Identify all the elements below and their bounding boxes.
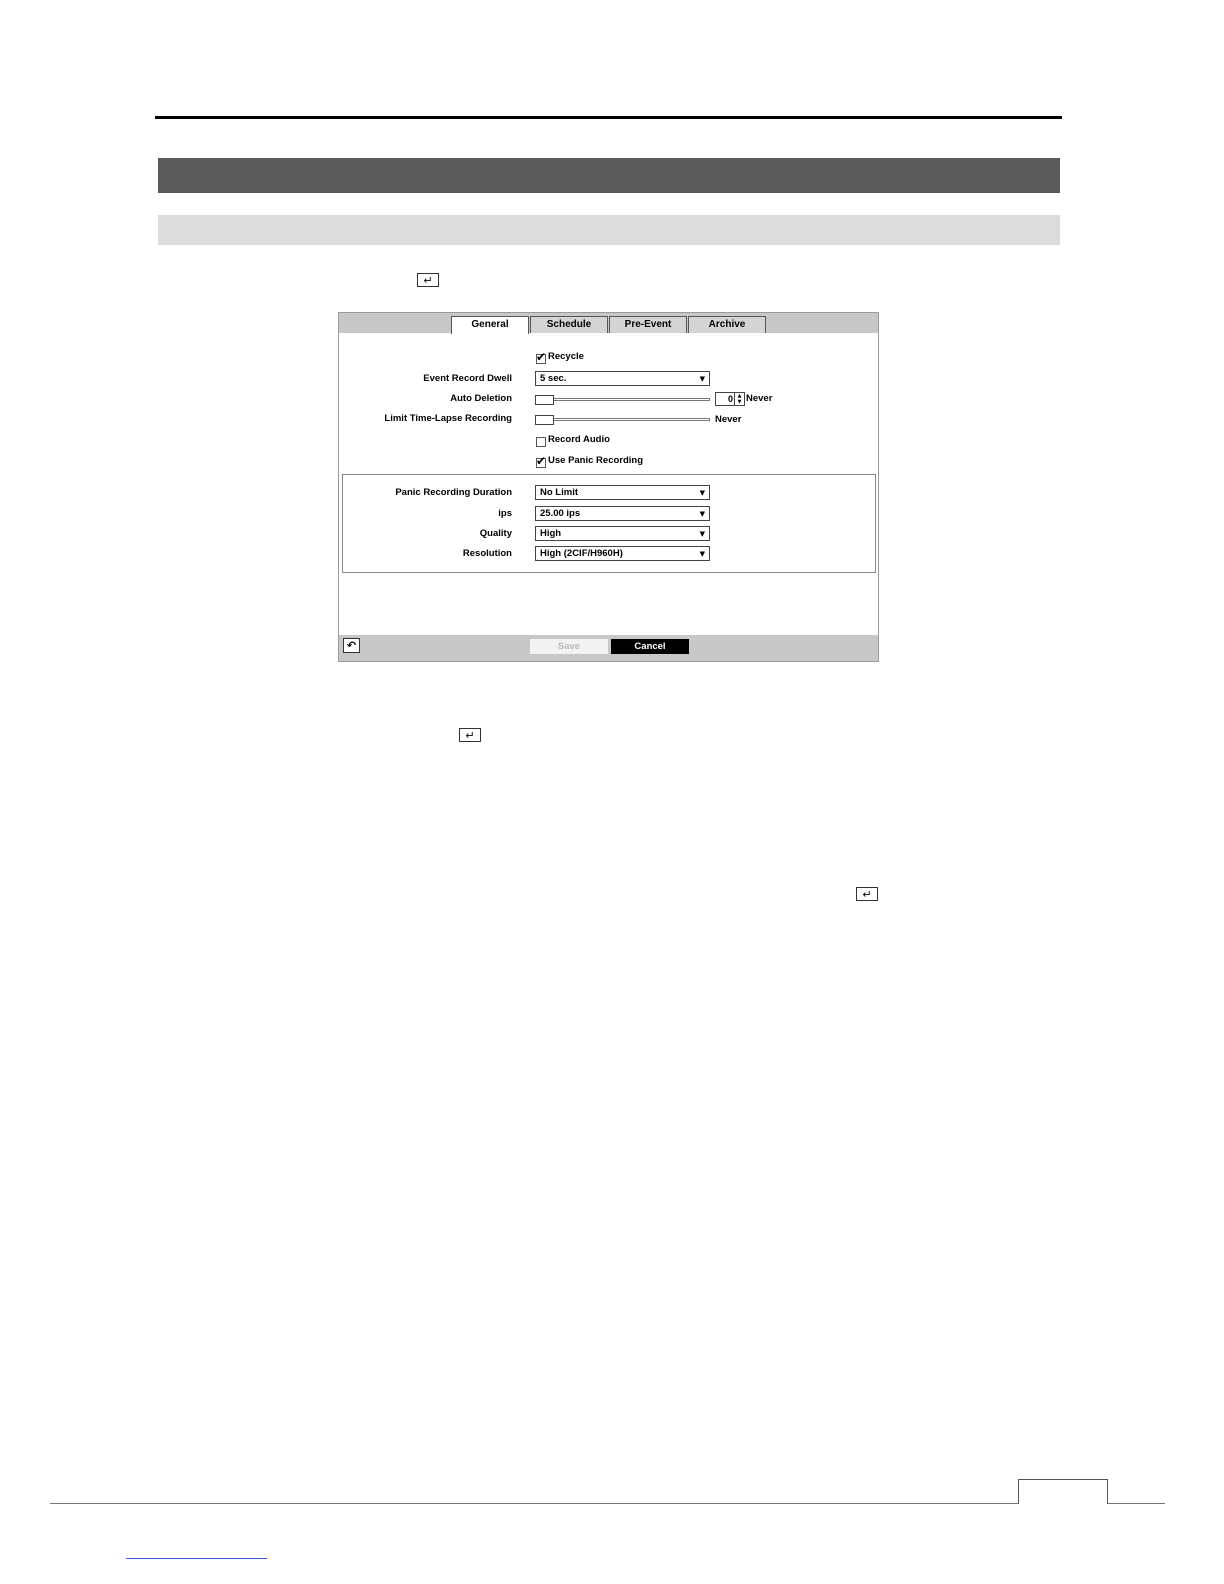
auto-deletion-slider-track[interactable] <box>535 398 710 401</box>
tab-archive[interactable]: Archive <box>688 316 766 333</box>
use-panic-recording-label: Use Panic Recording <box>548 455 644 466</box>
tab-general[interactable]: General <box>451 316 529 334</box>
ips-label: ips <box>498 508 512 519</box>
auto-deletion-stepper[interactable]: 0 ▲ ▼ <box>715 392 745 406</box>
limit-time-lapse-slider-handle[interactable] <box>535 415 554 425</box>
recycle-checkbox[interactable] <box>536 350 547 364</box>
back-arrow-icon[interactable]: ↶ <box>343 638 360 653</box>
chevron-down-icon: ▼ <box>699 530 705 538</box>
limit-time-lapse-label: Limit Time-Lapse Recording <box>384 413 512 424</box>
link-underline <box>126 1558 267 1559</box>
cancel-button[interactable]: Cancel <box>611 639 689 654</box>
enter-key-icon: ↵ <box>459 728 481 742</box>
tab-pre-event[interactable]: Pre-Event <box>609 316 687 333</box>
footer-rule-right <box>1108 1503 1165 1504</box>
tab-bar <box>339 313 878 333</box>
resolution-dropdown[interactable]: High (2CIF/H960H) ▼ <box>535 546 710 561</box>
check-mark-icon: ✔ <box>536 350 547 364</box>
save-button[interactable]: Save <box>530 639 608 654</box>
chevron-down-icon: ▼ <box>699 550 705 558</box>
page-number-tab <box>1018 1479 1108 1504</box>
subsection-bar <box>158 215 1060 245</box>
footer-rule-left <box>50 1503 1019 1504</box>
panic-duration-label: Panic Recording Duration <box>395 487 512 498</box>
use-panic-recording-checkbox[interactable] <box>536 454 547 468</box>
auto-deletion-slider-handle[interactable] <box>535 395 554 405</box>
record-audio-checkbox[interactable] <box>536 437 546 447</box>
record-settings-dialog <box>338 312 879 662</box>
event-record-dwell-label: Event Record Dwell <box>423 373 512 384</box>
tab-schedule[interactable]: Schedule <box>530 316 608 333</box>
quality-dropdown[interactable]: High ▼ <box>535 526 710 541</box>
auto-deletion-label: Auto Deletion <box>450 393 512 404</box>
chevron-down-icon: ▼ <box>699 375 705 383</box>
section-bar <box>158 158 1060 193</box>
limit-time-lapse-slider-track[interactable] <box>535 418 710 421</box>
record-audio-label: Record Audio <box>548 434 610 445</box>
resolution-label: Resolution <box>462 548 512 559</box>
auto-deletion-status: Never <box>746 393 773 404</box>
limit-time-lapse-status: Never <box>715 414 742 425</box>
event-record-dwell-dropdown[interactable]: 5 sec. ▼ <box>535 371 710 386</box>
check-mark-icon: ✔ <box>536 454 547 468</box>
enter-key-icon: ↵ <box>856 887 878 901</box>
dialog-button-bar <box>339 635 878 661</box>
header-rule <box>155 116 1062 119</box>
chevron-down-icon: ▼ <box>699 510 705 518</box>
chevron-down-icon: ▼ <box>699 489 705 497</box>
panic-duration-dropdown[interactable]: No Limit ▼ <box>535 485 710 500</box>
quality-label: Quality <box>479 528 512 539</box>
enter-key-icon: ↵ <box>417 273 439 287</box>
ips-dropdown[interactable]: 25.00 ips ▼ <box>535 506 710 521</box>
stepper-arrows-icon[interactable]: ▲ ▼ <box>734 393 744 405</box>
recycle-label: Recycle <box>548 351 584 362</box>
